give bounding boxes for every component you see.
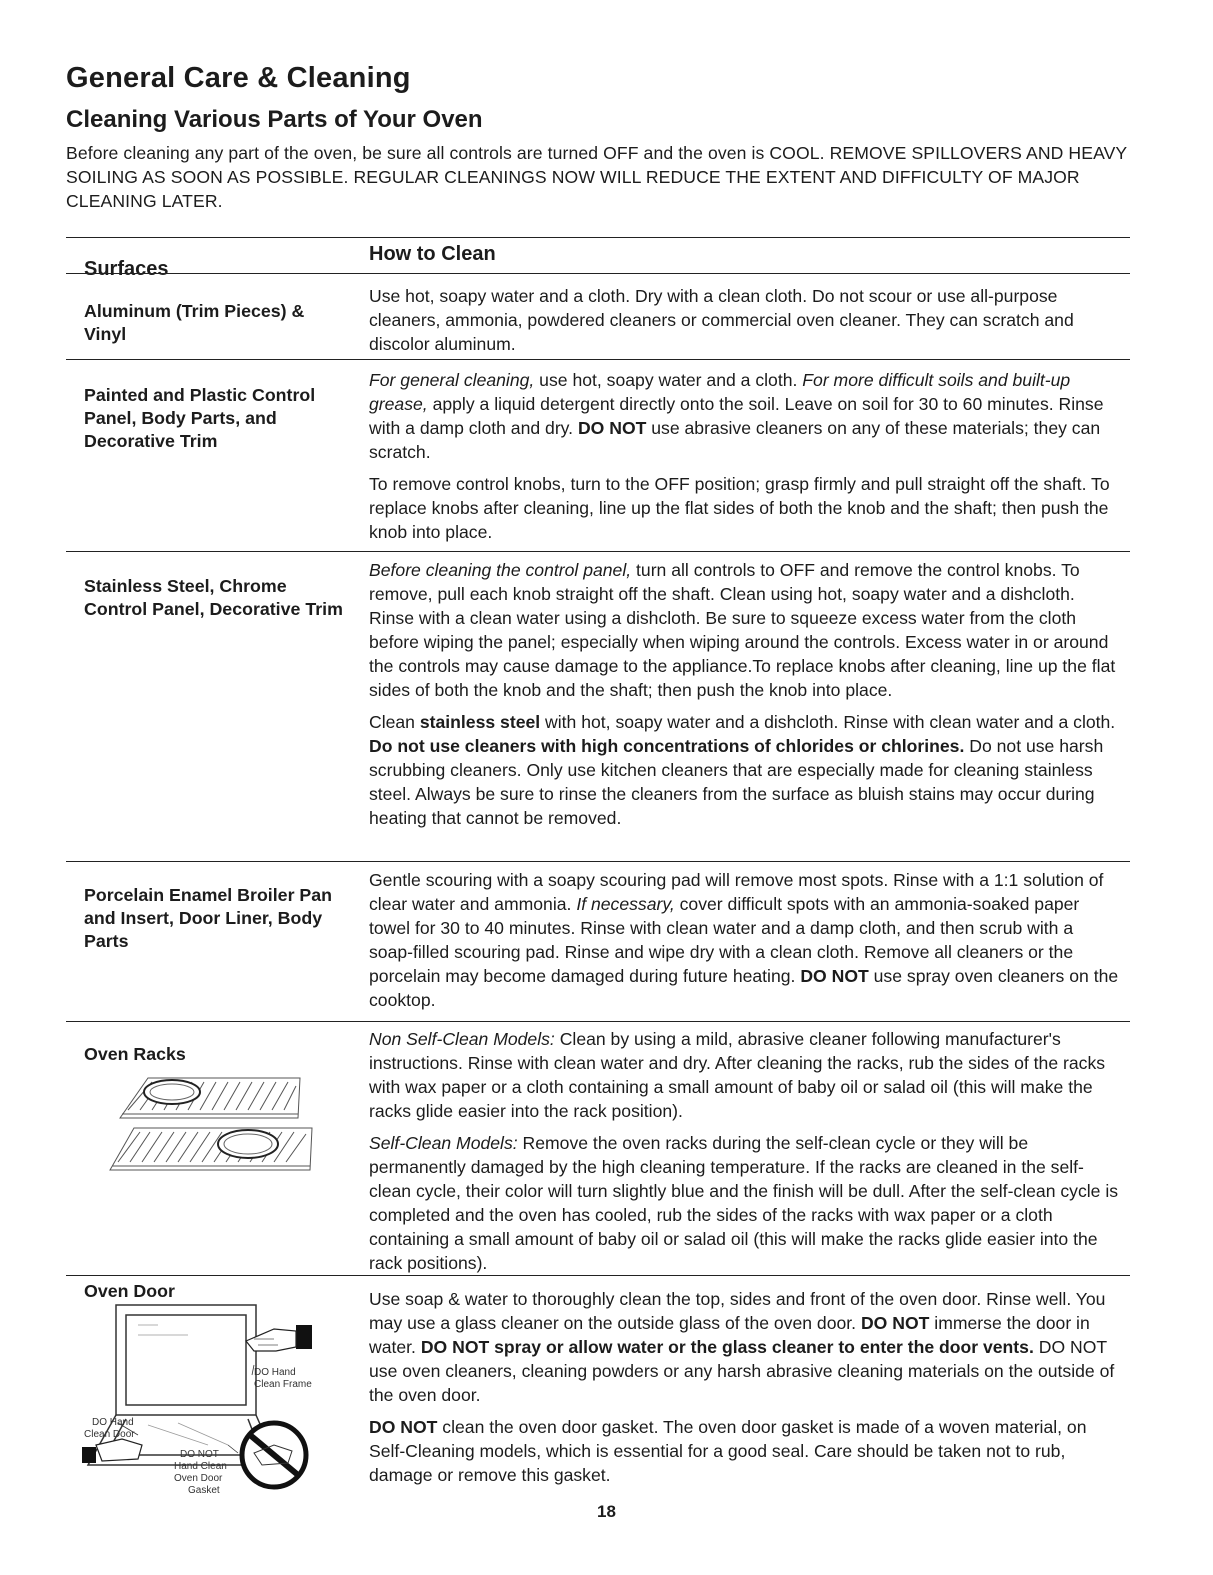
callout-gasket-line1: DO NOT [180, 1449, 219, 1460]
door-paragraph-1: Use soap & water to thoroughly clean the top, sides and front of the oven door. Rinse well. You may use a glass cleaner on the outside glass of the oven door. DO NOT immerse the door in water. DO NOT spray or allow water or the glass cleaner to enter the door vents. DO NOT use oven cleaners, cleaning powders or any harsh abrasive cleaning materials on the outside of the oven door. [369, 1289, 1115, 1405]
how-to-clean-heading: How to Clean [369, 243, 496, 265]
intro-paragraph: Before cleaning any part of the oven, be sure all controls are turned OFF and the oven is COOL. REMOVE SPILLOVERS AND HEAVY SOILING AS SOON AS POSSIBLE. REGULAR CLEANINGS NOW WILL REDUCE THE EXTENT AND DIFFICULTY OF MAJOR CLEANING LATER. [66, 143, 1127, 211]
row-body-stainless [369, 558, 1121, 830]
row-body-porcelain [369, 868, 1121, 1012]
surface-label-stainless: Stainless Steel, Chrome Control Panel, Decorative Trim [84, 576, 343, 619]
row-body-painted [369, 368, 1121, 544]
table-header-rule [66, 273, 1130, 274]
row-divider [66, 861, 1130, 862]
painted-paragraph-2: To remove control knobs, turn to the OFF position; grasp firmly and pull straight off the shaft. To replace knobs after cleaning, line up the flat sides of both the knob and the shaft; then push the knob into place. [369, 474, 1110, 542]
callout-door-line2: Clean Door [84, 1429, 135, 1440]
callout-frame-line2: Clean Frame [254, 1379, 312, 1390]
racks-paragraph-1: Non Self-Clean Models: Clean by using a mild, abrasive cleaner following manufacturer's instructions. Rinse with clean water and dry. After cleaning the racks, rub the sides of the racks with wax paper or a cloth containing a small amount of baby oil or salad oil (this will make the racks glide easier into the rack position). [369, 1029, 1106, 1121]
row-body-racks [369, 1027, 1121, 1275]
section-title: Cleaning Various Parts of Your Oven [66, 106, 483, 133]
row-body-aluminum [369, 284, 1121, 356]
surfaces-heading: Surfaces [84, 258, 169, 280]
callout-gasket-line4: Gasket [188, 1485, 220, 1496]
surface-label-painted: Painted and Plastic Control Panel, Body Parts, and Decorative Trim [84, 385, 316, 451]
stainless-paragraph-2: Clean stainless steel with hot, soapy water and a dishcloth. Rinse with clean water and a cloth. Do not use cleaners with high concentrations of chlorides or chlorines. Do not use harsh scrubbing cleaners. Only use kitchen cleaners that are especially made for cleaning stainless steel. Always be sure to rinse the cleaners from the surface as bluish stains may occur during heating that cannot be removed. [369, 712, 1116, 828]
callout-gasket-line2: Hand Clean [174, 1461, 227, 1472]
callout-door-line1: DO Hand [92, 1417, 134, 1428]
callout-frame-line1: DO Hand [254, 1367, 296, 1378]
table-top-rule [66, 237, 1130, 238]
callout-gasket-line3: Oven Door [174, 1473, 223, 1484]
surface-label-aluminum: Aluminum (Trim Pieces) & Vinyl [84, 301, 305, 344]
aluminum-paragraph: Use hot, soapy water and a cloth. Dry with a clean cloth. Do not scour or use all-purpose cleaners, ammonia, powdered cleaners or commercial oven cleaner. They can scratch and discolor aluminum. [369, 286, 1074, 354]
surface-label-door: Oven Door [84, 1281, 175, 1301]
racks-paragraph-2: Self-Clean Models: Remove the oven racks during the self-clean cycle or they will be permanently damaged by the high cleaning temperature. If the racks are cleaned in the self-clean cycle, their color will turn slightly blue and the finish will be dull. After the self-clean cycle is completed and the oven has cooled, rub the sides of the racks with wax paper or a cloth containing a small amount of baby oil or salad oil (this will make the racks glide easier into the rack positions). [369, 1133, 1119, 1273]
row-divider [66, 1275, 1130, 1276]
oven-racks-illustration [100, 1070, 320, 1180]
surface-label-porcelain: Porcelain Enamel Broiler Pan and Insert, Door Liner, Body Parts [84, 885, 333, 951]
row-divider [66, 359, 1130, 360]
no-hand-clean-gasket-icon [242, 1423, 306, 1487]
hand-clean-door-icon [82, 1439, 142, 1463]
row-divider [66, 551, 1130, 552]
painted-paragraph-1: For general cleaning, use hot, soapy water and a cloth. For more difficult soils and built-up grease, apply a liquid detergent directly onto the soil. Leave on soil for 30 to 60 minutes. Rinse with a damp cloth and dry. DO NOT use abrasive cleaners on any of these materials; they can scratch. [369, 370, 1104, 462]
stainless-paragraph-1: Before cleaning the control panel, turn all controls to OFF and remove the control knobs. To remove, pull each knob straight off the shaft. Clean using hot, soapy water and a dishcloth. Rinse with a clean water using a dishcloth. Be sure to squeeze excess water from the cloth before wiping the panel; especially when wiping around the controls. Excess water in or around the controls may cause damage to the appliance.To replace knobs after cleaning, line up the flat sides of both the knob and the shaft; then push the knob into place. [369, 560, 1116, 700]
row-divider [66, 1021, 1130, 1022]
page-title: General Care & Cleaning [66, 62, 411, 94]
row-body-door [369, 1287, 1121, 1487]
page-number: 18 [597, 1502, 616, 1521]
door-paragraph-2: DO NOT clean the oven door gasket. The oven door gasket is made of a woven material, on Self-Cleaning models, which is essential for a good seal. Care should be taken not to rub, damage or remove this gasket. [369, 1417, 1087, 1485]
porcelain-paragraph: Gentle scouring with a soapy scouring pad will remove most spots. Rinse with a 1:1 solution of clear water and ammonia. If necessary, cover difficult spots with an ammonia-soaked paper towel for 30 to 40 minutes. Rinse with clean water and a damp cloth, and then scrub with a soap-filled scouring pad. Rinse and wipe dry with a clean cloth. Remove all cleaners or the porcelain may become damaged during future heating. DO NOT use spray oven cleaners on the cooktop. [369, 870, 1119, 1010]
oven-door-illustration [78, 1295, 338, 1505]
surface-label-racks: Oven Racks [84, 1044, 186, 1064]
